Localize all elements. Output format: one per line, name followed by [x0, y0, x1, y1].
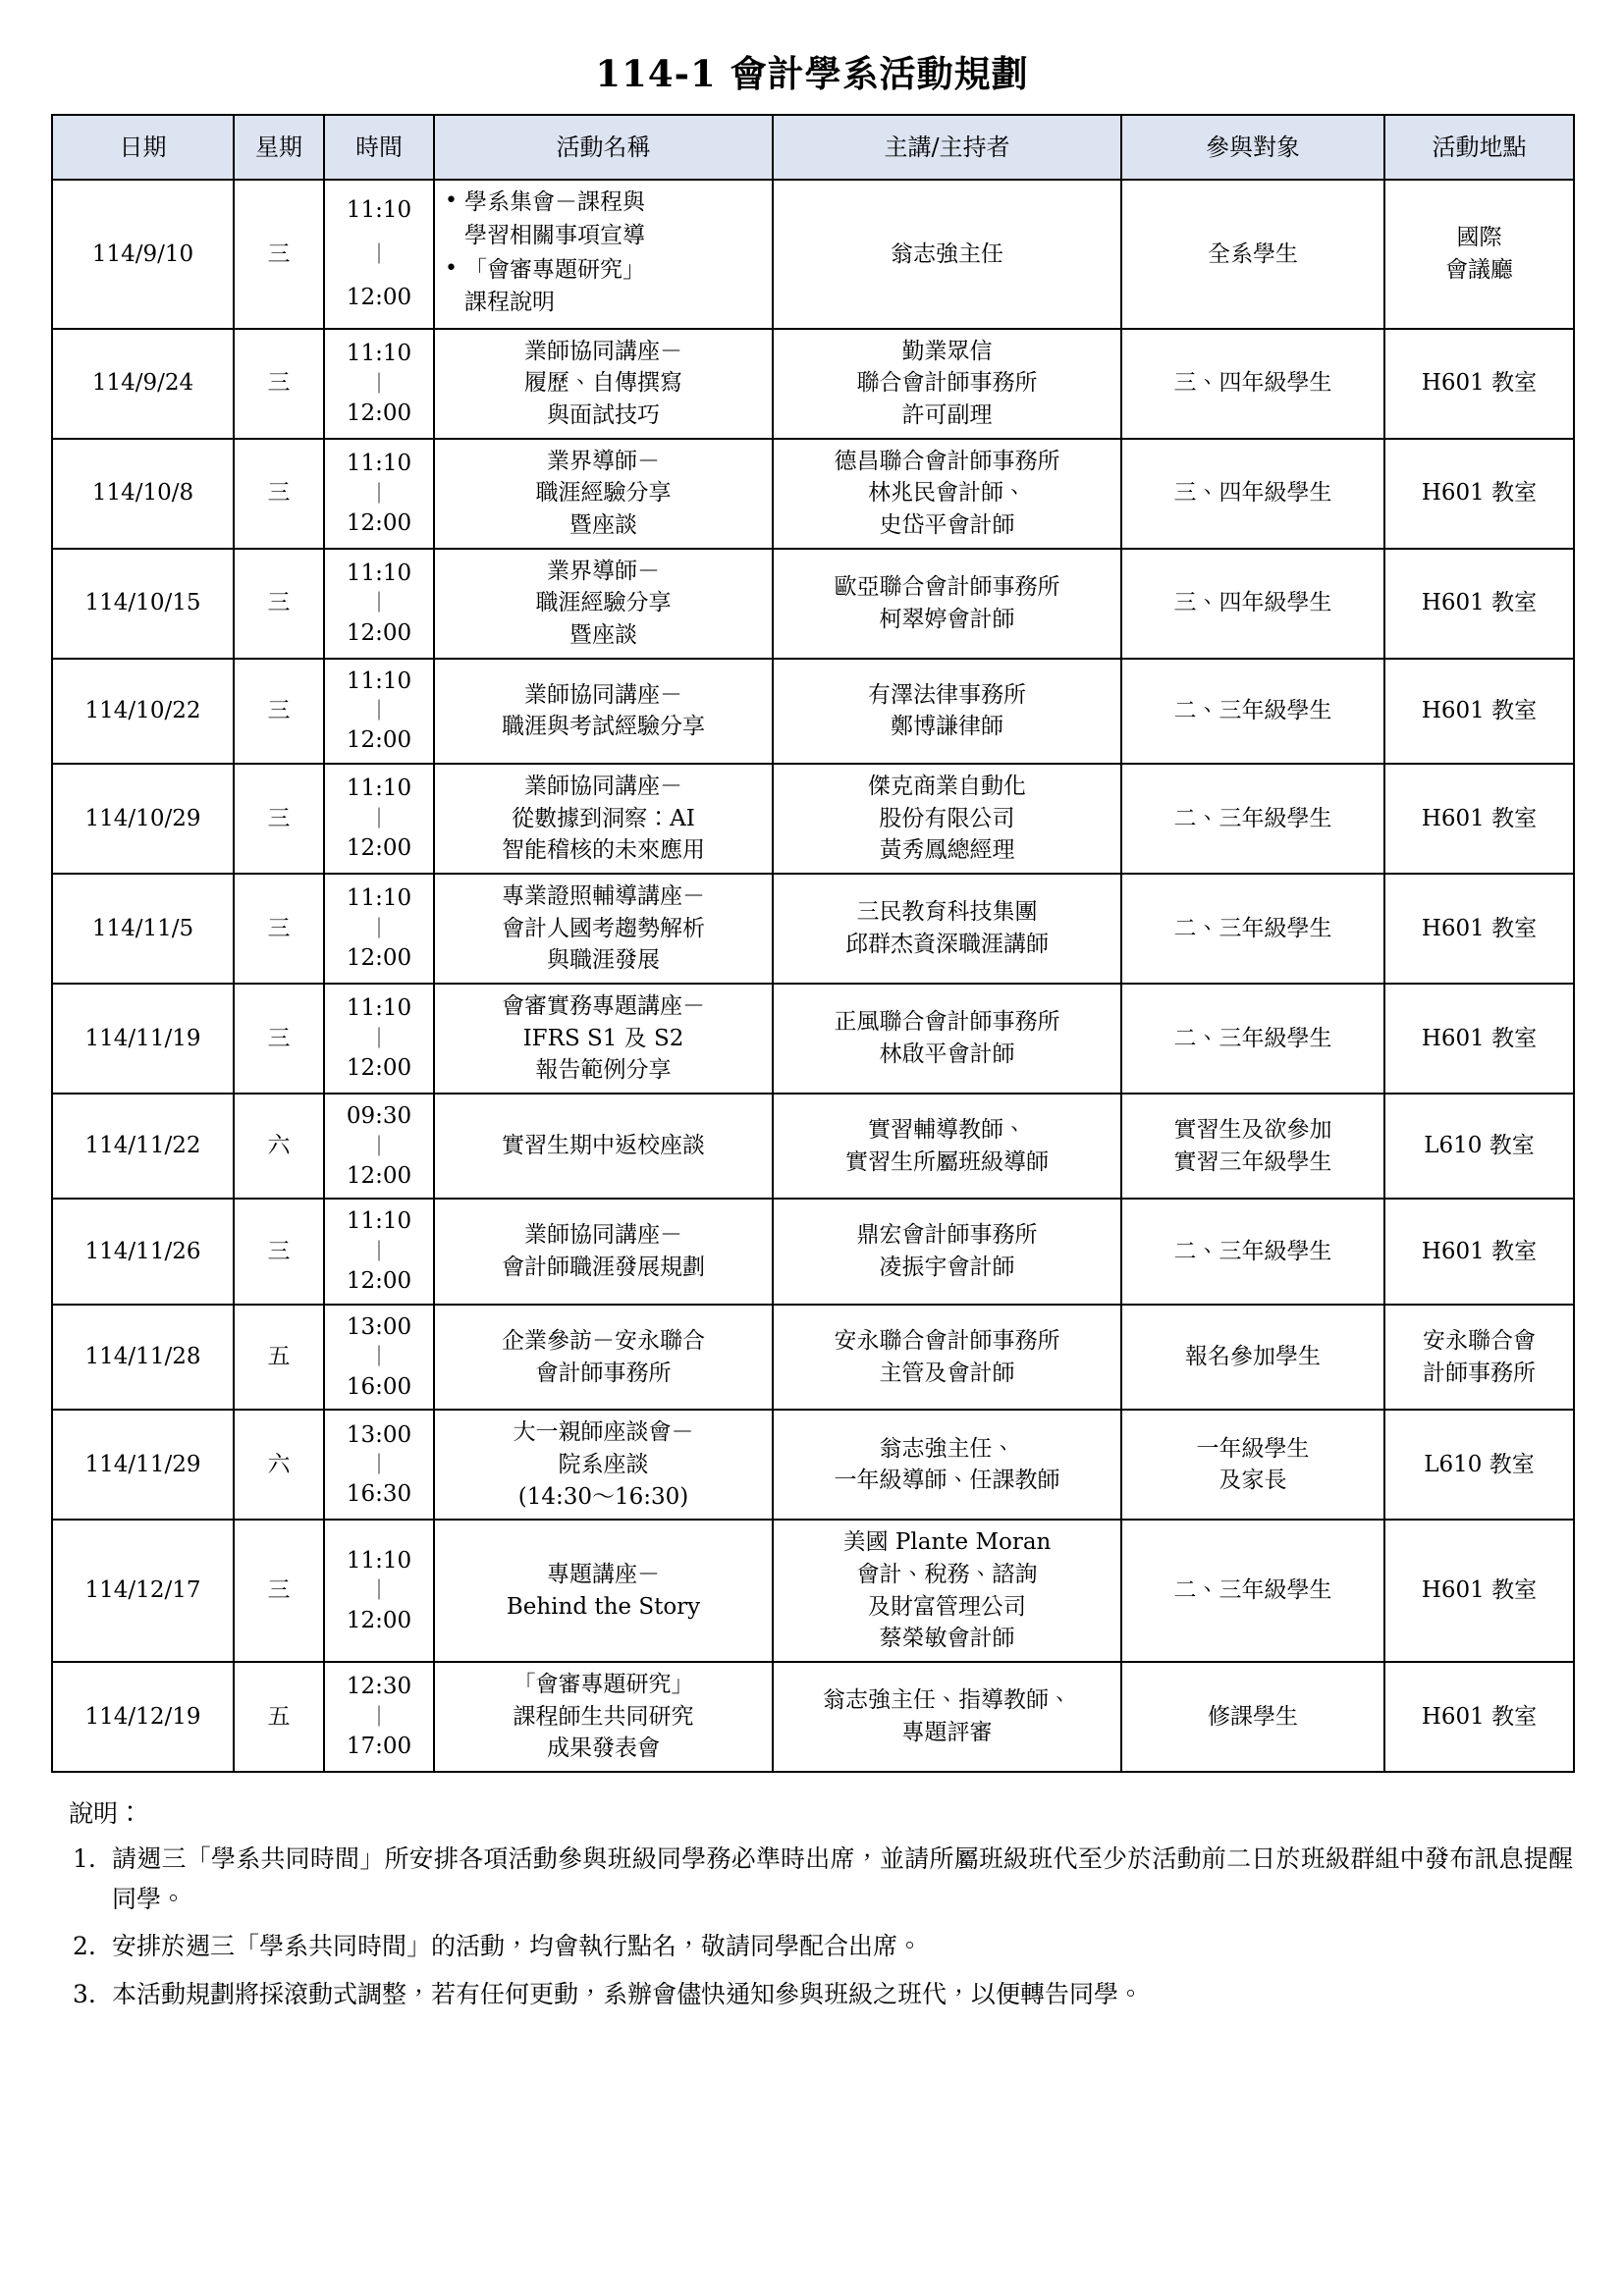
activity-name-line: 實習生期中返校座談 — [502, 1133, 705, 1159]
host-line: 股份有限公司 — [879, 805, 1015, 831]
table-row — [52, 1305, 1574, 1410]
time-start: 11:10 — [346, 450, 412, 476]
host-line: 翁志強主任 — [891, 240, 1003, 267]
cell-day: 三 — [234, 764, 324, 874]
time-end: 12:00 — [346, 1268, 412, 1295]
audience-line: 報名參加學生 — [1185, 1344, 1321, 1370]
audience-line: 三、四年級學生 — [1173, 590, 1332, 616]
cell-audience — [1121, 549, 1384, 659]
cell-host — [773, 659, 1121, 764]
time-end: 16:30 — [346, 1481, 412, 1508]
cell-audience — [1121, 1094, 1384, 1199]
activity-name-line: 職涯經驗分享 — [535, 590, 672, 616]
note-item: 本活動規劃將採滾動式調整，若有任何更動，系辦會儘快通知參與班級之班代，以便轉告同學。 — [112, 1979, 1144, 2008]
cell-place — [1384, 764, 1574, 874]
cell-place — [1384, 659, 1574, 764]
cell-host — [773, 1199, 1121, 1304]
cell-host — [773, 1520, 1121, 1662]
cell-host — [773, 1410, 1121, 1520]
column-header-host: 主講/主持者 — [773, 115, 1121, 180]
host-line: 翁志強主任、指導教師、 — [823, 1687, 1071, 1714]
place-line: L610 教室 — [1424, 1133, 1535, 1159]
place-line: 計師事務所 — [1423, 1360, 1536, 1386]
notes-section — [51, 1794, 1573, 2015]
time-separator: ｜ — [368, 1240, 390, 1263]
audience-line: 實習生及欲參加 — [1173, 1116, 1332, 1143]
note-item: 安排於週三「學系共同時間」的活動，均會執行點名，敬請同學配合出席。 — [112, 1932, 923, 1961]
table-row — [52, 1094, 1574, 1199]
host-line: 安永聯合會計師事務所 — [834, 1327, 1060, 1354]
cell-audience — [1121, 1305, 1384, 1410]
place-line: H601 教室 — [1421, 1238, 1538, 1264]
table-row — [52, 659, 1574, 764]
column-header-day: 星期 — [234, 115, 324, 180]
host-line: 林兆民會計師、 — [868, 480, 1026, 507]
cell-time — [324, 1662, 434, 1772]
time-separator: ｜ — [368, 1134, 390, 1158]
activity-name-line: 暨座談 — [569, 511, 637, 538]
host-line: 聯合會計師事務所 — [856, 370, 1038, 397]
cell-time — [324, 659, 434, 764]
audience-line: 二、三年級學生 — [1173, 1577, 1332, 1604]
activity-name-line: 業師協同講座－ — [524, 681, 682, 708]
cell-date: 114/10/15 — [52, 549, 234, 659]
place-line: 國際 — [1456, 225, 1502, 251]
cell-activity-name — [434, 329, 773, 439]
cell-time — [324, 1305, 434, 1410]
table-row — [52, 1199, 1574, 1304]
cell-time — [324, 180, 434, 328]
audience-line: 三、四年級學生 — [1173, 370, 1332, 397]
host-line: 歐亞聯合會計師事務所 — [834, 573, 1060, 600]
activity-name-line: 暨座談 — [569, 621, 637, 648]
activity-bullet-item — [464, 254, 766, 320]
cell-time — [324, 549, 434, 659]
column-header-date: 日期 — [52, 115, 234, 180]
host-line: 美國 Plante Moran — [842, 1529, 1052, 1556]
cell-host — [773, 1305, 1121, 1410]
time-end: 12:00 — [346, 1162, 412, 1189]
cell-place — [1384, 549, 1574, 659]
activity-name-line: 會計人國考趨勢解析 — [502, 915, 705, 941]
activity-name-line: 業界導師－ — [547, 448, 660, 474]
activity-name-line: 會計師職涯發展規劃 — [502, 1255, 705, 1281]
cell-host — [773, 764, 1121, 874]
time-end: 12:00 — [346, 1607, 412, 1633]
time-separator: ｜ — [368, 591, 390, 615]
time-separator: ｜ — [368, 1578, 390, 1603]
host-line: 邱群杰資深職涯講師 — [845, 931, 1049, 957]
time-start: 11:10 — [346, 340, 412, 366]
host-line: 黃秀鳳總經理 — [879, 837, 1015, 864]
cell-activity-name — [434, 1305, 773, 1410]
cell-activity-name — [434, 874, 773, 984]
activity-name-line: 報告範例分享 — [535, 1057, 672, 1084]
activity-name-line: 與職涯發展 — [547, 947, 660, 974]
audience-line: 二、三年級學生 — [1173, 1025, 1332, 1051]
audience-line: 全系學生 — [1208, 240, 1298, 267]
table-row — [52, 984, 1574, 1094]
host-line: 有澤法律事務所 — [868, 681, 1026, 708]
place-line: H601 教室 — [1421, 1025, 1538, 1051]
time-separator: ｜ — [368, 1026, 390, 1050]
cell-place — [1384, 874, 1574, 984]
host-line: 林啟平會計師 — [879, 1041, 1015, 1067]
place-line: H601 教室 — [1421, 370, 1538, 397]
time-separator: ｜ — [368, 1704, 390, 1729]
table-row — [52, 329, 1574, 439]
time-separator: ｜ — [368, 241, 390, 266]
activity-name-line: (14:30～16:30) — [517, 1483, 689, 1510]
place-line: H601 教室 — [1421, 1703, 1538, 1730]
activity-name-line: 成果發表會 — [547, 1735, 660, 1762]
cell-activity-name — [434, 984, 773, 1094]
table-row — [52, 764, 1574, 874]
cell-place — [1384, 1305, 1574, 1410]
cell-activity-name — [434, 180, 773, 328]
time-start: 11:10 — [346, 667, 412, 694]
time-start: 09:30 — [346, 1102, 412, 1129]
activity-bullet-item — [464, 187, 766, 252]
activity-name-line: 企業參訪－安永聯合 — [502, 1327, 705, 1354]
cell-host — [773, 329, 1121, 439]
cell-place — [1384, 984, 1574, 1094]
cell-host — [773, 180, 1121, 328]
time-separator: ｜ — [368, 481, 390, 506]
cell-activity-name — [434, 439, 773, 549]
cell-time — [324, 874, 434, 984]
cell-place — [1384, 1410, 1574, 1520]
activity-name-line: Behind the Story — [506, 1593, 701, 1620]
host-line: 蔡榮敏會計師 — [879, 1626, 1015, 1652]
cell-activity-name — [434, 1199, 773, 1304]
time-start: 13:00 — [346, 1421, 412, 1448]
cell-activity-name — [434, 764, 773, 874]
host-line: 翁志強主任、 — [879, 1435, 1015, 1462]
time-start: 11:10 — [346, 560, 412, 586]
time-end: 16:00 — [346, 1373, 412, 1400]
cell-time — [324, 439, 434, 549]
table-header-row — [52, 115, 1574, 180]
activity-name-line: • 學系集會－課程與 — [464, 189, 645, 216]
place-line: H601 教室 — [1421, 1577, 1538, 1604]
host-line: 實習生所屬班級導師 — [845, 1148, 1049, 1175]
activity-name-line: 從數據到洞察：AI — [512, 805, 695, 831]
activity-name-line: 專題講座－ — [547, 1561, 660, 1587]
activity-name-line: 與面試技巧 — [547, 401, 660, 428]
cell-audience — [1121, 984, 1384, 1094]
activity-name-line: • 「會審專題研究」 — [464, 256, 645, 283]
time-end: 12:00 — [346, 945, 412, 971]
activity-name-line: 院系座談 — [558, 1451, 649, 1477]
cell-day: 六 — [234, 1094, 324, 1199]
time-end: 17:00 — [346, 1733, 412, 1759]
activity-name-line: 業師協同講座－ — [524, 773, 682, 799]
audience-line: 二、三年級學生 — [1173, 697, 1332, 723]
cell-day: 六 — [234, 1410, 324, 1520]
time-end: 12:00 — [346, 727, 412, 754]
activity-name-line: 會審實務專題講座－ — [502, 992, 705, 1019]
time-end: 12:00 — [346, 835, 412, 862]
time-start: 13:00 — [346, 1313, 412, 1340]
cell-date: 114/10/22 — [52, 659, 234, 764]
cell-day: 五 — [234, 1662, 324, 1772]
activity-name-line: 智能稽核的未來應用 — [502, 837, 705, 864]
host-line: 德昌聯合會計師事務所 — [834, 448, 1060, 474]
cell-audience — [1121, 659, 1384, 764]
cell-place — [1384, 329, 1574, 439]
table-body — [52, 180, 1574, 1772]
cell-time — [324, 984, 434, 1094]
cell-time — [324, 1199, 434, 1304]
activity-name-line: 會計師事務所 — [535, 1360, 672, 1386]
cell-date: 114/11/22 — [52, 1094, 234, 1199]
activity-name-line: 業師協同講座－ — [524, 338, 682, 364]
activity-name-line: 專業證照輔導講座－ — [502, 882, 705, 909]
time-end: 12:00 — [346, 400, 412, 426]
time-start: 11:10 — [346, 1208, 412, 1235]
activity-name-line: 職涯經驗分享 — [535, 480, 672, 507]
cell-activity-name — [434, 659, 773, 764]
activity-name-line: 大一親師座談會－ — [513, 1419, 694, 1446]
table-row — [52, 1410, 1574, 1520]
activity-bullet-list — [439, 187, 768, 319]
cell-date: 114/11/26 — [52, 1199, 234, 1304]
time-end: 12:00 — [346, 1054, 412, 1081]
cell-place — [1384, 1199, 1574, 1304]
cell-place — [1384, 1094, 1574, 1199]
cell-day: 五 — [234, 1305, 324, 1410]
time-separator: ｜ — [368, 1453, 390, 1477]
host-line: 史岱平會計師 — [879, 511, 1015, 538]
table-row — [52, 1662, 1574, 1772]
activity-name-line: 課程說明 — [464, 290, 555, 316]
cell-place — [1384, 1520, 1574, 1662]
cell-audience — [1121, 1520, 1384, 1662]
cell-audience — [1121, 439, 1384, 549]
cell-date: 114/11/5 — [52, 874, 234, 984]
cell-day: 三 — [234, 180, 324, 328]
place-line: H601 教室 — [1421, 805, 1538, 831]
cell-date: 114/12/17 — [52, 1520, 234, 1662]
host-line: 柯翠婷會計師 — [879, 606, 1015, 632]
cell-place — [1384, 439, 1574, 549]
table-row — [52, 439, 1574, 549]
time-start: 12:30 — [346, 1674, 412, 1700]
cell-activity-name — [434, 549, 773, 659]
cell-date: 114/11/29 — [52, 1410, 234, 1520]
cell-activity-name — [434, 1410, 773, 1520]
cell-date: 114/9/10 — [52, 180, 234, 328]
host-line: 專題評審 — [901, 1719, 993, 1745]
audience-line: 二、三年級學生 — [1173, 805, 1332, 831]
time-separator: ｜ — [368, 806, 390, 830]
place-line: 會議廳 — [1445, 256, 1513, 283]
time-start: 11:10 — [346, 775, 412, 802]
cell-time — [324, 1520, 434, 1662]
host-line: 凌振宇會計師 — [879, 1255, 1015, 1281]
cell-date: 114/11/28 — [52, 1305, 234, 1410]
host-line: 三民教育科技集團 — [856, 899, 1038, 926]
table-row — [52, 874, 1574, 984]
place-line: H601 教室 — [1421, 697, 1538, 723]
host-line: 及財富管理公司 — [868, 1593, 1026, 1620]
time-separator: ｜ — [368, 699, 390, 723]
cell-host — [773, 1094, 1121, 1199]
place-line: H601 教室 — [1421, 590, 1538, 616]
cell-place — [1384, 180, 1574, 328]
column-header-place: 活動地點 — [1384, 115, 1574, 180]
cell-host — [773, 1662, 1121, 1772]
activity-schedule-table — [51, 114, 1575, 1773]
column-header-audience: 參與對象 — [1121, 115, 1384, 180]
cell-date: 114/11/19 — [52, 984, 234, 1094]
cell-day: 三 — [234, 874, 324, 984]
cell-time — [324, 1094, 434, 1199]
cell-day: 三 — [234, 329, 324, 439]
host-line: 許可副理 — [901, 401, 993, 428]
audience-line: 修課學生 — [1208, 1703, 1298, 1730]
host-line: 正風聯合會計師事務所 — [834, 1009, 1060, 1036]
activity-name-line: 業界導師－ — [547, 558, 660, 584]
note-item: 請週三「學系共同時間」所安排各項活動參與班級同學務必準時出席，並請所屬班級班代至少於活動前二日於班級群組中發布訊息提醒同學。 — [112, 1844, 1573, 1913]
activity-name-line: 課程師生共同研究 — [513, 1703, 694, 1730]
cell-host — [773, 984, 1121, 1094]
audience-line: 實習三年級學生 — [1173, 1148, 1332, 1175]
host-line: 鄭博謙律師 — [891, 714, 1003, 740]
place-line: 安永聯合會 — [1423, 1327, 1536, 1354]
cell-place — [1384, 1662, 1574, 1772]
host-line: 主管及會計師 — [879, 1360, 1015, 1386]
cell-date: 114/12/19 — [52, 1662, 234, 1772]
cell-audience — [1121, 180, 1384, 328]
time-start: 11:10 — [346, 995, 412, 1022]
place-line: H601 教室 — [1421, 480, 1538, 507]
notes-list — [51, 1840, 1573, 2014]
audience-line: 三、四年級學生 — [1173, 480, 1332, 507]
time-start: 11:10 — [346, 1547, 412, 1574]
time-separator: ｜ — [368, 1345, 390, 1369]
host-line: 鼎宏會計師事務所 — [856, 1222, 1038, 1249]
place-line: H601 教室 — [1421, 915, 1538, 941]
cell-time — [324, 1410, 434, 1520]
cell-date: 114/10/29 — [52, 764, 234, 874]
audience-line: 二、三年級學生 — [1173, 1238, 1332, 1264]
column-header-name: 活動名稱 — [434, 115, 773, 180]
cell-day: 三 — [234, 549, 324, 659]
cell-audience — [1121, 1199, 1384, 1304]
table-row — [52, 180, 1574, 328]
cell-day: 三 — [234, 1199, 324, 1304]
activity-name-line: 職涯與考試經驗分享 — [502, 714, 705, 740]
cell-day: 三 — [234, 439, 324, 549]
cell-audience — [1121, 1410, 1384, 1520]
time-separator: ｜ — [368, 916, 390, 940]
host-line: 勤業眾信 — [901, 338, 993, 364]
column-header-time: 時間 — [324, 115, 434, 180]
cell-activity-name — [434, 1662, 773, 1772]
cell-activity-name — [434, 1520, 773, 1662]
activity-name-line: 業師協同講座－ — [524, 1222, 682, 1249]
cell-time — [324, 329, 434, 439]
cell-audience — [1121, 329, 1384, 439]
audience-line: 二、三年級學生 — [1173, 915, 1332, 941]
time-end: 12:00 — [346, 619, 412, 646]
time-start: 11:10 — [346, 197, 412, 224]
host-line: 傑克商業自動化 — [868, 773, 1026, 799]
time-start: 11:10 — [346, 885, 412, 912]
cell-host — [773, 439, 1121, 549]
audience-line: 一年級學生 — [1196, 1435, 1310, 1462]
time-end: 12:00 — [346, 509, 412, 536]
activity-name-line: IFRS S1 及 S2 — [522, 1025, 684, 1051]
table-row — [52, 549, 1574, 659]
audience-line: 及家長 — [1218, 1468, 1287, 1494]
activity-name-line: 學習相關事項宣導 — [464, 222, 645, 248]
time-end: 12:00 — [346, 285, 412, 310]
cell-host — [773, 549, 1121, 659]
cell-date: 114/10/8 — [52, 439, 234, 549]
activity-name-line: 「會審專題研究」 — [513, 1671, 694, 1697]
cell-audience — [1121, 764, 1384, 874]
cell-date: 114/9/24 — [52, 329, 234, 439]
cell-time — [324, 764, 434, 874]
cell-day: 三 — [234, 659, 324, 764]
cell-day: 三 — [234, 1520, 324, 1662]
cell-audience — [1121, 1662, 1384, 1772]
cell-day: 三 — [234, 984, 324, 1094]
activity-name-line: 履歷、自傳撰寫 — [524, 370, 682, 397]
page-title: 114-1 會計學系活動規劃 — [595, 52, 1029, 95]
cell-audience — [1121, 874, 1384, 984]
cell-host — [773, 874, 1121, 984]
cell-activity-name — [434, 1094, 773, 1199]
host-line: 會計、稅務、諮詢 — [856, 1561, 1038, 1587]
time-separator: ｜ — [368, 371, 390, 396]
table-row — [52, 1520, 1574, 1662]
table-header — [52, 115, 1574, 180]
host-line: 實習輔導教師、 — [868, 1116, 1026, 1143]
notes-label: 說明： — [69, 1798, 143, 1828]
host-line: 一年級導師、任課教師 — [834, 1468, 1060, 1494]
place-line: L610 教室 — [1424, 1451, 1535, 1477]
